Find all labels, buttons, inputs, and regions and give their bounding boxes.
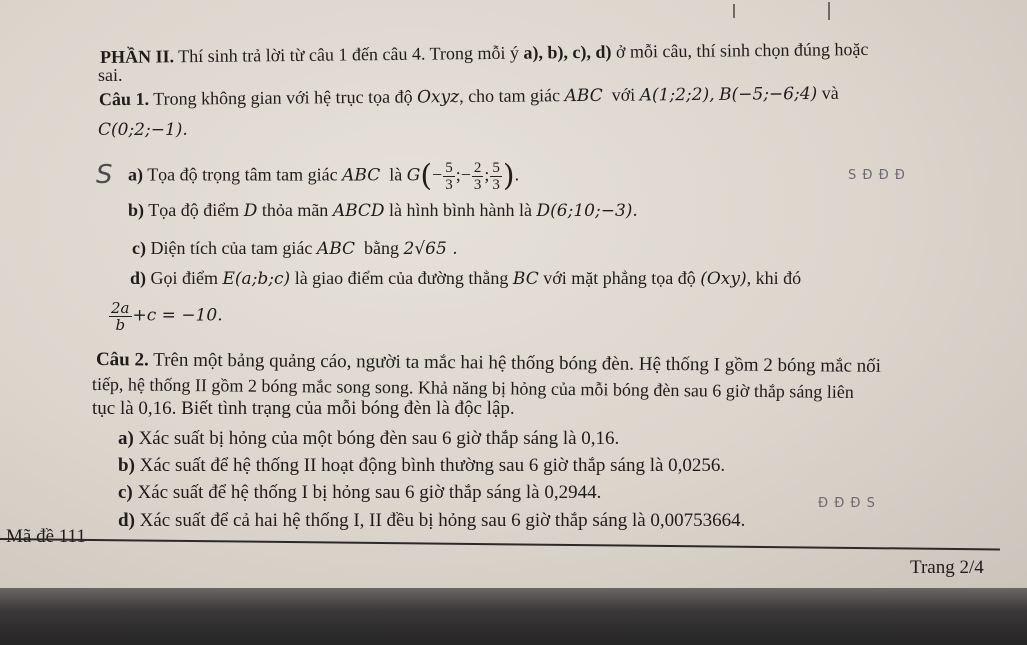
q1-oxyz: Oxyz	[416, 87, 460, 108]
top-mark-2	[828, 2, 830, 20]
handwritten-s-mark: S	[96, 160, 113, 190]
q1-a-frac3-num: 5	[492, 160, 500, 176]
q1-d-label: d)	[130, 268, 147, 288]
q1-a-g: G	[406, 165, 421, 186]
q1-option-d	[130, 267, 801, 290]
q1-d-frac-num: 2a	[111, 299, 130, 317]
q1-a-text: Tọa độ trọng tâm tam giác	[147, 164, 338, 185]
q1-d-rest: +c = −10.	[132, 305, 223, 326]
part-intro-letters: a), b), c), d)	[523, 41, 612, 63]
page-number: Trang 2/4	[910, 557, 984, 578]
q1-a-frac1-num: 5	[445, 160, 453, 176]
q1-d-text2: là giao điểm của đường thẳng	[294, 268, 509, 288]
q1-option-c	[132, 237, 458, 260]
q2-d-text: Xác suất để cả hai hệ thống I, II đều bị hỏng sau 6 giờ thắp sáng là 0,00753664.	[139, 510, 746, 531]
q1-d-frac-den: b	[115, 316, 126, 334]
q2-line1: Trên một bảng quảng cáo, người ta mắc hai hệ thống bóng đèn. Hệ thống I gồm 2 bóng mắc nối	[153, 349, 882, 377]
q2-b-text: Xác suất để hệ thống II hoạt động bình thường sau 6 giờ thắp sáng là 0,0256.	[139, 455, 726, 476]
q1-b-text2: thỏa mãn	[261, 200, 329, 220]
q1-d-e: E(a;b;c)	[222, 269, 291, 289]
q1-a-label: a)	[128, 164, 143, 185]
q1-d-oxy: (Oxy)	[700, 269, 747, 289]
q1-abc: ABC	[564, 85, 603, 107]
q1-a-frac1-den: 3	[445, 177, 453, 193]
q1-c-val: 2√65 .	[403, 239, 458, 259]
q1-c-label: c)	[132, 238, 146, 258]
q1-point-c: C(0;2;−1).	[98, 120, 188, 140]
q2-a-label: a)	[118, 428, 134, 449]
q1-stem-line-2	[98, 118, 188, 141]
q1-c-abc: ABC	[316, 239, 356, 259]
q2-option-a	[118, 428, 619, 450]
q1-a-frac2-den: 3	[473, 177, 482, 193]
q2-d-label: d)	[118, 510, 135, 531]
q1-d-text4: , khi đó	[746, 268, 802, 288]
q1-d-text: Gọi điểm	[150, 268, 219, 288]
q1-a-frac3-den: 3	[492, 177, 500, 193]
q1-option-a: a) Tọa độ trọng tâm tam giác ABC là G(− $\frac{5}{3}$ ;− $\frac{2}{3}$ ; $\frac{5}{3}$ ).	[128, 158, 520, 194]
handwritten-answer-q1: S Đ Đ Đ	[848, 168, 906, 183]
part-intro-text-3: sai.	[98, 65, 123, 85]
q2-line2: tiếp, hệ thống II gồm 2 bóng mắc song song. Khả năng bị hỏng của mỗi bóng đèn sau 6 giờ thắp sáng liên	[91, 374, 854, 402]
q1-and: và	[821, 82, 839, 103]
handwritten-answer-q2: Đ Đ Đ S	[818, 496, 876, 511]
q1-a-abc: ABC	[342, 165, 381, 186]
q1-option-b	[128, 199, 638, 222]
q2-option-c	[118, 482, 601, 504]
q2-line3: tục là 0,16. Biết tình trạng của mỗi bóng đèn là độc lập.	[92, 398, 515, 419]
q1-b-label: b)	[128, 200, 145, 220]
q1-line1b: , cho tam giác	[459, 85, 561, 107]
top-mark-1	[733, 4, 735, 18]
q1-d-text3: với mặt phẳng tọa độ	[543, 268, 696, 288]
q1-b-text: Tọa độ điểm	[148, 200, 240, 220]
q1-option-d-line-2	[108, 300, 223, 333]
part-intro-line-2	[98, 64, 123, 86]
q2-stem-line-3	[92, 398, 515, 420]
background-edge	[0, 588, 1027, 645]
q1-with: với	[611, 84, 636, 105]
part-intro-text-1: Thí sinh trả lời từ câu 1 đến câu 4. Trong mỗi ý	[178, 42, 524, 67]
q2-c-label: c)	[118, 482, 133, 503]
q1-d-bc: BC	[512, 269, 539, 289]
q1-b-text3: là hình bình hành là	[389, 200, 533, 220]
q1-b-abcd: ABCD	[332, 201, 385, 221]
q1-point-b: B(−5;−6;4)	[719, 83, 818, 105]
q1-a-frac2-num: 2	[473, 160, 482, 176]
q2-label: Câu 2.	[95, 349, 149, 371]
q1-c-text2: bằng	[364, 238, 400, 258]
exam-code: Mã đề 111	[6, 526, 86, 547]
q2-c-text: Xác suất để hệ thống I bị hỏng sau 6 giờ thắp sáng là 0,2944.	[137, 482, 602, 503]
q1-b-point: D(6;10;−3).	[536, 201, 638, 221]
q1-point-a: A(1;2;2),	[639, 84, 715, 106]
q1-c-text: Diện tích của tam giác	[150, 238, 313, 258]
part-label: PHẦN II.	[99, 46, 175, 68]
q1-a-is: là	[389, 164, 403, 185]
q1-b-d: D	[243, 201, 258, 221]
q1-line1: Trong không gian với hệ trục tọa độ	[153, 86, 413, 109]
q2-b-label: b)	[118, 455, 135, 476]
q2-option-d	[118, 510, 745, 532]
part-intro-text-2: ở mỗi câu, thí sinh chọn đúng hoặc	[611, 38, 869, 62]
q2-option-b	[118, 455, 725, 477]
q1-label: Câu 1.	[98, 88, 150, 110]
q2-a-text: Xác suất bị hỏng của một bóng đèn sau 6 giờ thắp sáng là 0,16.	[138, 428, 620, 449]
